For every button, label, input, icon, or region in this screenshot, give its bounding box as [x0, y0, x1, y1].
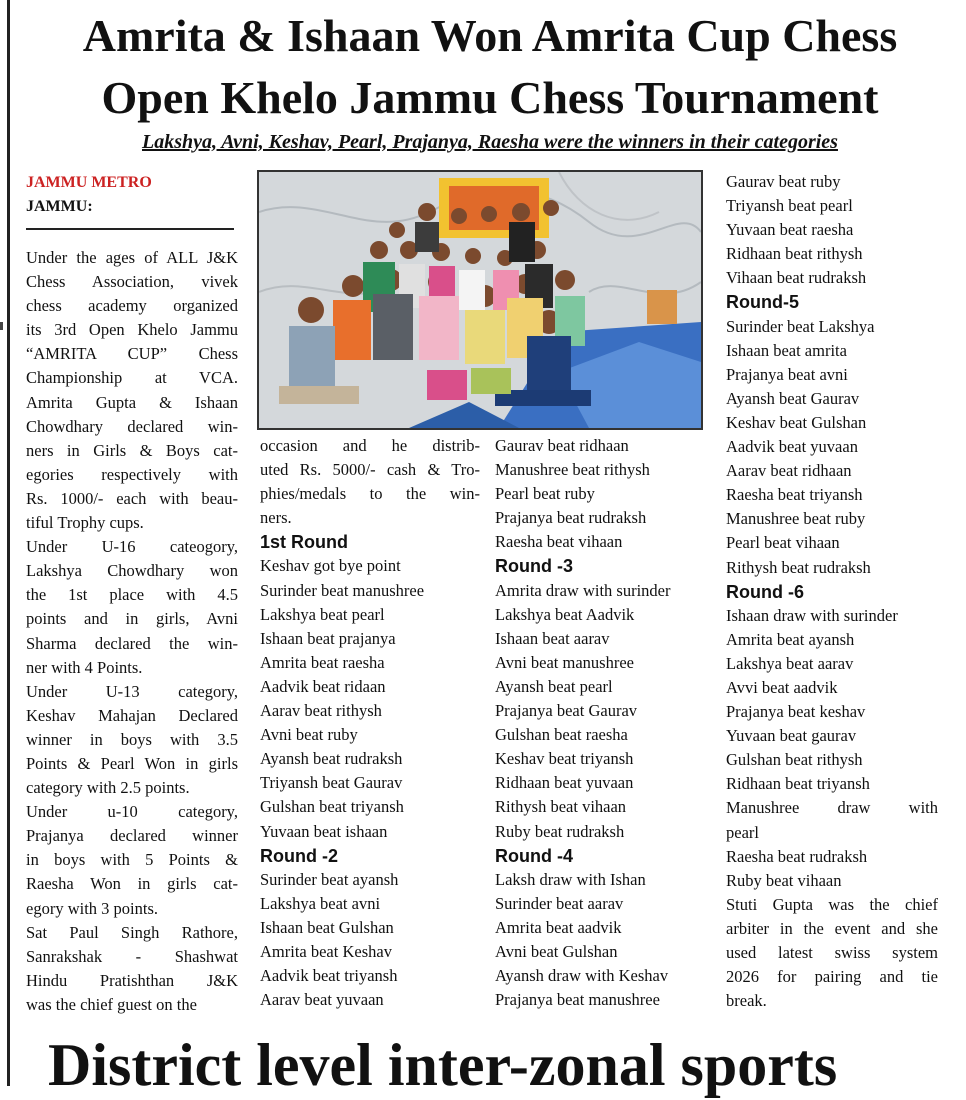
article-line: ners.	[260, 508, 292, 528]
result-line: Prajanya beat keshav	[726, 702, 866, 722]
result-line: Keshav beat Gulshan	[726, 412, 867, 432]
article-line: the 1st place with 4.5	[26, 585, 238, 605]
result-line: Ishaan beat prajanya	[260, 628, 396, 648]
round-5-heading: Round-5	[726, 292, 799, 313]
article-column-1	[26, 246, 238, 1017]
result-line: Manushree beat rithysh	[495, 460, 650, 480]
result-line: Aarav beat yuvaan	[260, 990, 384, 1010]
article-line: Under U-13 category,	[26, 681, 238, 701]
result-line: Lakshya beat aarav	[726, 653, 854, 673]
round-2-results-cont	[495, 434, 715, 554]
result-line: Amrita beat aadvik	[495, 917, 622, 937]
result-line: Triyansh beat pearl	[726, 196, 853, 216]
result-line: Yuvaan beat raesha	[726, 220, 854, 240]
article-line: Under the ages of ALL J&K	[26, 248, 238, 267]
headline-line-2: Open Khelo Jammu Chess Tournament	[101, 72, 879, 123]
result-line: Manushree beat ruby	[726, 509, 866, 529]
result-line: Ishaan beat Gulshan	[260, 917, 394, 937]
article-line: ners in Girls & Boys cat-	[26, 440, 238, 460]
fold-mark	[0, 322, 3, 330]
article-line: Under u-10 category,	[26, 802, 238, 822]
result-line: Surinder beat aarav	[495, 893, 624, 913]
article-column-4	[726, 170, 938, 1013]
result-line: Ayansh beat Gaurav	[726, 388, 860, 408]
result-line: Gulshan beat rithysh	[726, 750, 863, 770]
article-line: “AMRITA CUP” Chess	[26, 344, 238, 364]
closing-line: used latest swiss system	[726, 943, 938, 962]
article-column-2	[260, 434, 480, 1012]
subheadline: Lakshya, Avni, Keshav, Pearl, Prajanya, Raesha were the winners in their categories	[142, 131, 838, 153]
result-line: Lakshya beat avni	[260, 893, 381, 913]
result-line: Gulshan beat raesha	[495, 725, 628, 745]
byline-source: JAMMU METRO	[26, 174, 152, 191]
article-line: Sat Paul Singh Rathore,	[26, 922, 238, 942]
result-line: Ridhaan beat rithysh	[726, 244, 863, 264]
group-photo	[257, 170, 703, 430]
round-6-heading: Round -6	[726, 581, 804, 602]
article-line: chess academy organized	[26, 296, 238, 316]
result-line: Prajanya beat Gaurav	[495, 701, 638, 721]
article-line: Prajanya declared winner	[26, 826, 238, 846]
result-line: Yuvaan beat gaurav	[726, 726, 857, 746]
result-line: Amrita draw with surinder	[495, 580, 671, 600]
closing-line: break.	[726, 991, 767, 1011]
result-line: Surinder beat Lakshya	[726, 316, 875, 336]
result-line: Laksh draw with Ishan	[495, 869, 646, 889]
result-line: Amrita beat Keshav	[260, 941, 392, 961]
result-line: Ishaan beat amrita	[726, 340, 847, 360]
result-line: Avni beat Gulshan	[495, 941, 618, 961]
result-line: Manushree draw with	[726, 798, 938, 818]
result-line: Raesha beat triyansh	[726, 485, 863, 505]
result-line: Prajanya beat rudraksh	[495, 508, 647, 528]
result-line: pearl	[726, 822, 759, 842]
closing-line: arbiter in the event and she	[726, 918, 938, 938]
article-line: Hindu Pratishthan J&K	[26, 970, 238, 990]
round-1-results	[260, 554, 480, 843]
article-line: occasion and he distrib-	[260, 436, 480, 455]
result-line: Raesha beat vihaan	[495, 532, 623, 552]
result-line: Triyansh beat Gaurav	[260, 773, 403, 793]
result-line: Amrita beat ayansh	[726, 629, 855, 649]
article-line: uted Rs. 5000/- cash & Tro-	[260, 460, 480, 480]
byline-rule	[26, 228, 234, 230]
round-6-results	[726, 604, 938, 893]
result-line: Ayansh beat rudraksh	[260, 749, 403, 769]
result-line: Aadvik beat yuvaan	[726, 437, 858, 457]
article-line: Keshav Mahajan Declared	[26, 705, 238, 725]
result-line: Aarav beat rithysh	[260, 701, 382, 721]
result-line: Rithysh beat rudraksh	[726, 557, 871, 577]
page-left-border	[7, 0, 10, 1086]
round-4-heading: Round -4	[495, 845, 573, 866]
closing-line: 2026 for pairing and tie	[726, 967, 938, 987]
round-3-heading: Round -3	[495, 556, 573, 577]
result-line: Surinder beat ayansh	[260, 869, 399, 889]
dateline: JAMMU:	[26, 198, 93, 215]
article-line: category with 2.5 points.	[26, 778, 190, 798]
article-line: winner in boys with 3.5	[26, 729, 238, 749]
result-line: Gulshan beat triyansh	[260, 797, 404, 817]
headline-line-1: Amrita & Ishaan Won Amrita Cup Chess	[82, 10, 898, 61]
article-line: Rs. 1000/- each with beau-	[26, 488, 238, 508]
group-photo-illustration	[259, 172, 701, 428]
closing-line: Stuti Gupta was the chief	[726, 894, 938, 914]
result-line: Ishaan beat aarav	[495, 628, 610, 648]
result-line: Lakshya beat pearl	[260, 604, 385, 624]
article-line: tiful Trophy cups.	[26, 513, 144, 533]
article-line: was the chief guest on the	[26, 994, 197, 1014]
article-line: points and in girls, Avni	[26, 609, 238, 629]
round-1-heading: 1st Round	[260, 532, 348, 553]
result-line: Aarav beat ridhaan	[726, 461, 852, 481]
result-line: Ayansh beat pearl	[495, 676, 613, 696]
round-4-results	[495, 868, 715, 1013]
result-line: Ayansh draw with Keshav	[495, 966, 669, 986]
article-line: egory with 3 points.	[26, 898, 158, 918]
round-5-results	[726, 315, 938, 580]
result-line: Ridhaan beat yuvaan	[495, 773, 634, 793]
article-line: in boys with 5 Points &	[26, 850, 238, 870]
result-line: Aadvik beat triyansh	[260, 966, 398, 986]
article-line: Under U-16 cateogory,	[26, 537, 238, 557]
result-line: Lakshya beat Aadvik	[495, 604, 635, 624]
article-line: ner with 4 Points.	[26, 657, 143, 677]
closing-paragraph	[726, 893, 938, 1013]
article-line: its 3rd Open Khelo Jammu	[26, 320, 238, 340]
article-line: egories respectively with	[26, 464, 238, 484]
result-line: Yuvaan beat ishaan	[260, 821, 388, 841]
result-line: Aadvik beat ridaan	[260, 676, 386, 696]
article-line: Chess Association, vivek	[26, 272, 238, 292]
result-line: Keshav got bye point	[260, 556, 401, 576]
article-line: Amrita Gupta & Ishaan	[26, 392, 238, 412]
result-line: Ruby beat vihaan	[726, 870, 842, 890]
article-line: Points & Pearl Won in girls	[26, 753, 238, 773]
result-line: Pearl beat vihaan	[726, 533, 840, 553]
article-line: Sanrakshak - Shashwat	[26, 946, 238, 966]
result-line: Avni beat ruby	[260, 725, 358, 745]
result-line: Ridhaan beat triyansh	[726, 774, 870, 794]
result-line: Raesha beat rudraksh	[726, 846, 868, 866]
result-line: Pearl beat ruby	[495, 484, 595, 504]
result-line: Rithysh beat vihaan	[495, 797, 627, 817]
result-line: Prajanya beat avni	[726, 364, 848, 384]
article-column-3	[495, 434, 715, 1012]
result-line: Avvi beat aadvik	[726, 677, 838, 697]
round-2-results	[260, 868, 480, 1013]
next-article-headline: District level inter-zonal sports	[48, 1032, 838, 1098]
result-line: Ruby beat rudraksh	[495, 821, 625, 841]
article-line: Chowdhary declared win-	[26, 416, 238, 436]
article-continuation	[260, 434, 480, 530]
result-line: Ishaan draw with surinder	[726, 605, 898, 625]
result-line: Gaurav beat ruby	[726, 172, 841, 191]
article-line: phies/medals to the win-	[260, 484, 480, 504]
result-line: Prajanya beat manushree	[495, 990, 660, 1010]
article-line: Lakshya Chowdhary won	[26, 561, 238, 581]
round-3-results	[495, 579, 715, 844]
article-line: Championship at VCA.	[26, 368, 238, 388]
result-line: Amrita beat raesha	[260, 652, 385, 672]
result-line: Avni beat manushree	[495, 652, 634, 672]
result-line: Keshav beat triyansh	[495, 749, 634, 769]
result-line: Vihaan beat rudraksh	[726, 268, 867, 288]
article-line: Sharma declared the win-	[26, 633, 238, 653]
article-line: Raesha Won in girls cat-	[26, 874, 238, 894]
result-line: Surinder beat manushree	[260, 580, 425, 600]
result-line: Gaurav beat ridhaan	[495, 436, 629, 455]
round-2-heading: Round -2	[260, 845, 338, 866]
round-4-results-cont	[726, 170, 938, 290]
